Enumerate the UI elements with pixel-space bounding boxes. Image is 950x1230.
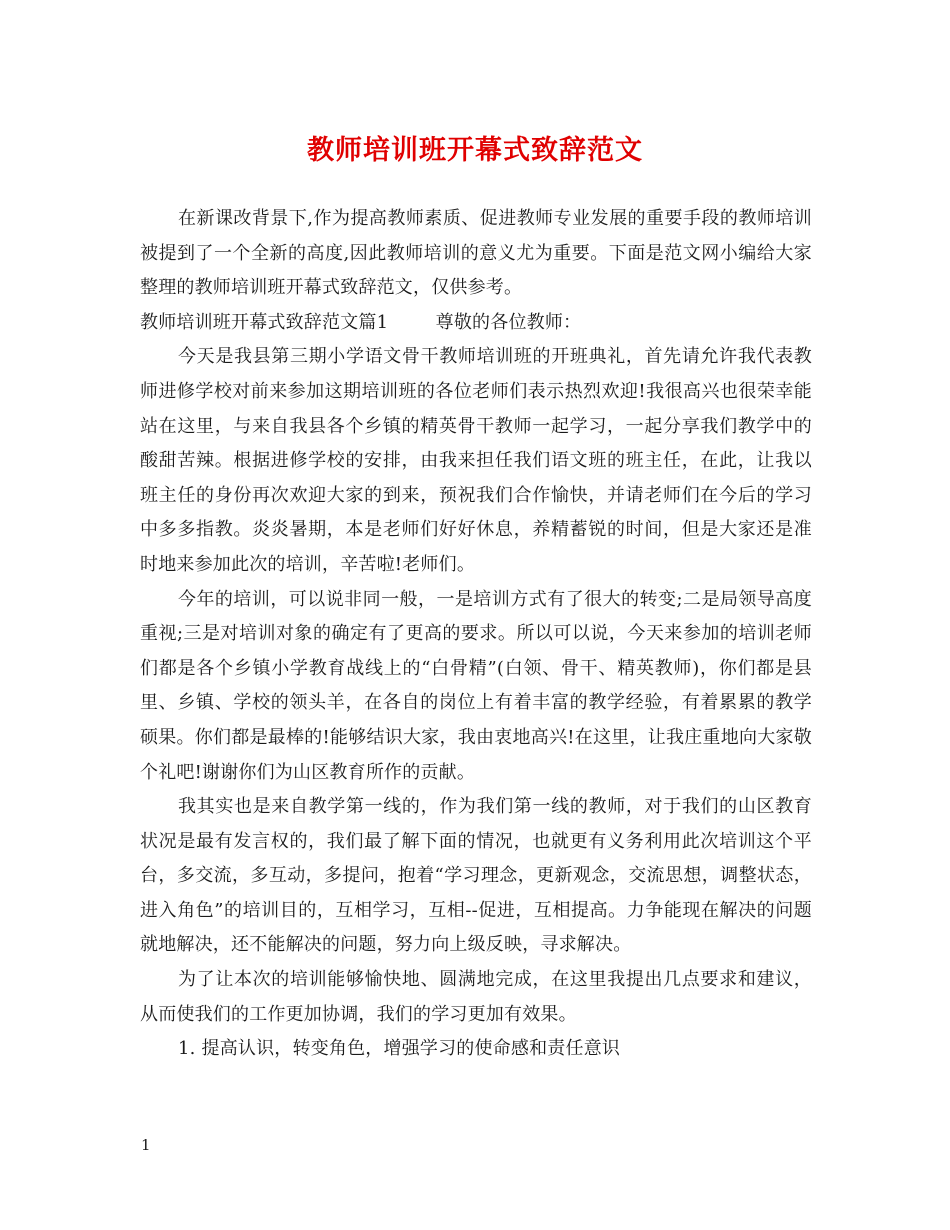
document-title: 教师培训班开幕式致辞范文 (307, 135, 643, 166)
intro-paragraph: 在新课改背景下,作为提高教师素质、促进教师专业发展的重要手段的教师培训被提到了一个全新的高度,因此教师培训的意义尤为重要。下面是范文网小编给大家整理的教师培训班开幕式致辞范文，仅供参考。 (140, 208, 812, 299)
body-paragraph-3: 我其实也是来自教学第一线的，作为我们第一线的教师，对于我们的山区教育状况是最有发言权的，我们最了解下面的情况，也就更有义务利用此次培训这个平台，多交流，多互动，多提问，抱着“学习理念，更新观念，交流思想，调整状态，进入角色”的培训目的，互相学习，互相--促进，互相提高。力争能现在解决的问题就地解决，还不能解决的问题，努力向上级反映，寻求解决。 (140, 796, 812, 956)
salutation: 尊敬的各位教师： (435, 311, 582, 333)
body-paragraph-4: 为了让本次的培训能够愉快地、圆满地完成，在这里我提出几点要求和建议，从而使我们的工作更加协调，我们的学习更加有效果。 (140, 969, 812, 1025)
document-body (140, 202, 812, 1067)
section-heading-line (140, 306, 812, 341)
section-heading: 教师培训班开幕式致辞范文篇1 (140, 311, 389, 333)
body-paragraph-2: 今年的培训，可以说非同一般，一是培训方式有了很大的转变;二是局领导高度重视;三是对培训对象的确定有了更高的要求。所以可以说，今天来参加的培训老师们都是各个乡镇小学教育战线上的“白骨精”(白领、骨干、精英教师)，你们都是县里、乡镇、学校的领头羊，在各自的岗位上有着丰富的教学经验，有着累累的教学硕果。你们都是最棒的!能够结识大家，我由衷地高兴!在这里，让我庄重地向大家敬个礼吧!谢谢你们为山区教育所作的贡献。 (140, 588, 812, 783)
list-item-1: 1. 提高认识，转变角色，增强学习的使命感和责任意识 (178, 1038, 621, 1060)
body-paragraph-1: 今天是我县第三期小学语文骨干教师培训班的开班典礼，首先请允许我代表教师进修学校对前来参加这期培训班的各位老师们表示热烈欢迎!我很高兴也很荣幸能站在这里，与来自我县各个乡镇的精英骨干教师一起学习，一起分享我们教学中的酸甜苦辣。根据进修学校的安排，由我来担任我们语文班的班主任，在此，让我以班主任的身份再次欢迎大家的到来，预祝我们合作愉快，并请老师们在今后的学习中多多指教。炎炎暑期，本是老师们好好休息，养精蓄锐的时间，但是大家还是准时地来参加此次的培训，辛苦啦!老师们。 (140, 346, 812, 575)
page-number: 1 (141, 1136, 151, 1154)
